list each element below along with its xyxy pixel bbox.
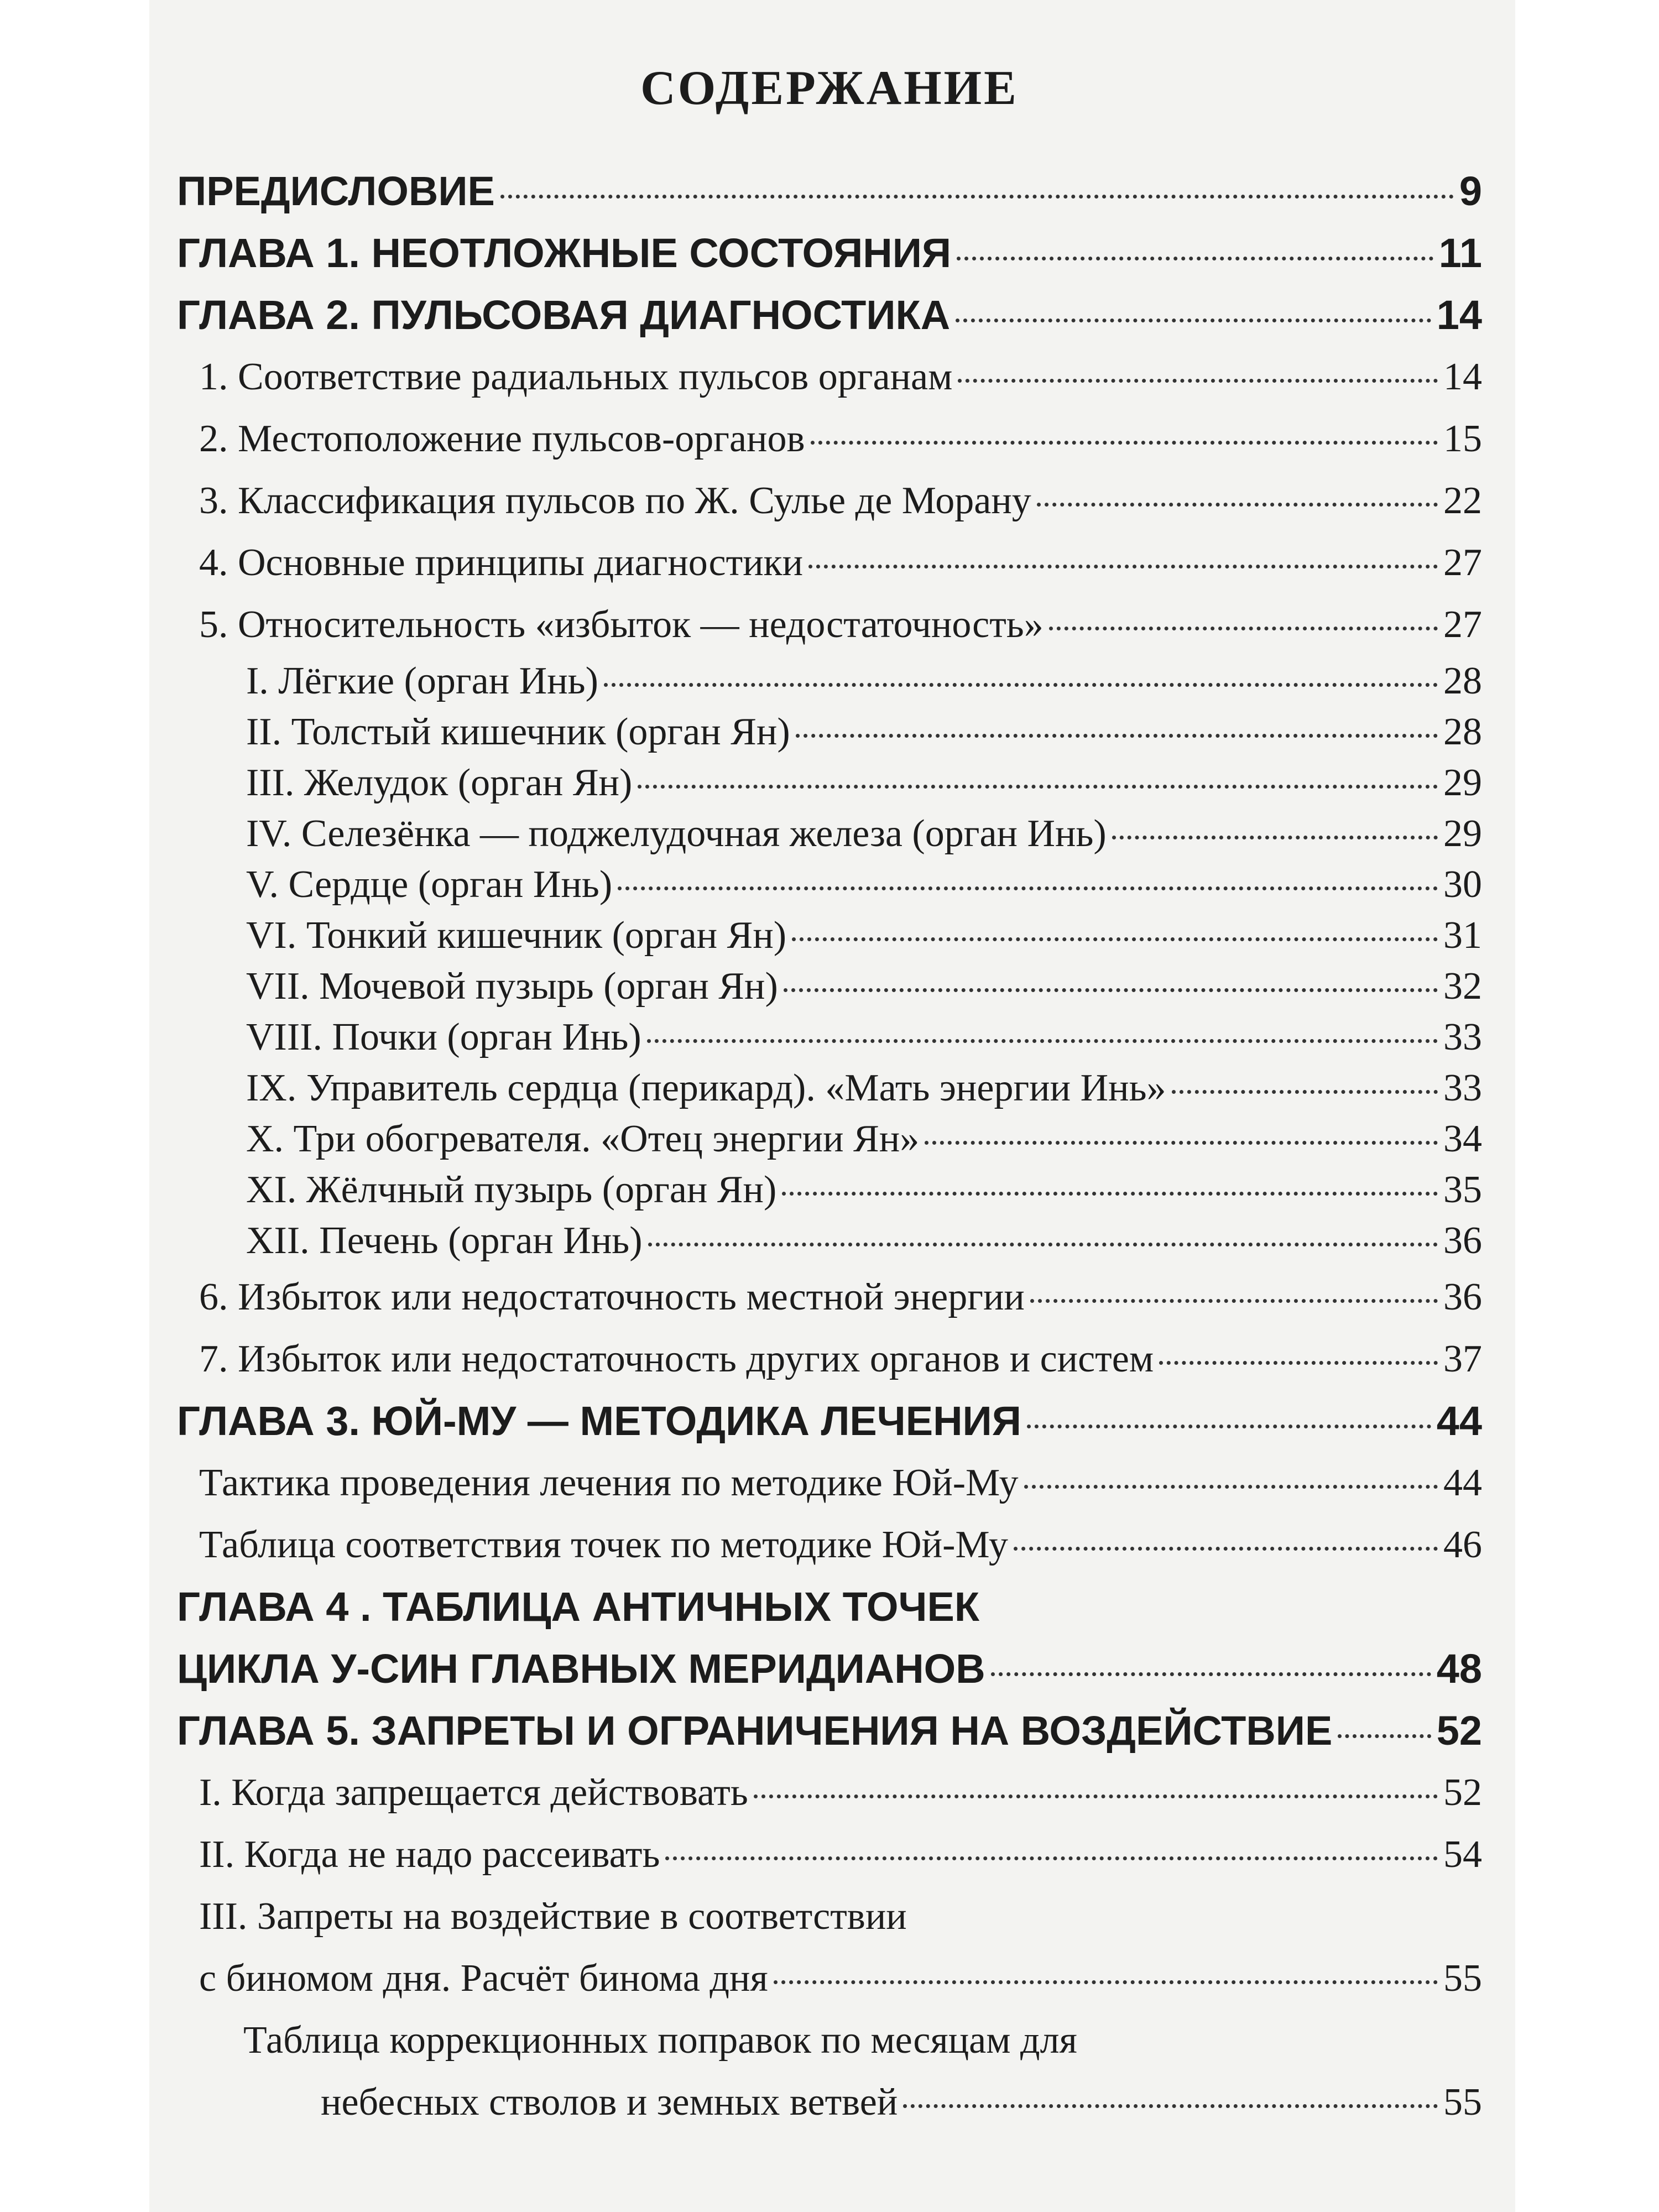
toc-entry-text: 5. Относительность «избыток — недостаточность» [199,603,1044,646]
dot-leader [648,1243,1438,1246]
toc-entry-text: X. Три обогревателя. «Отец энергии Ян» [246,1118,920,1160]
dot-leader [618,886,1438,890]
table-of-contents [177,44,1482,2133]
toc-entry-text: Таблица соответствия точек по методике Юй-Му [199,1524,1008,1566]
toc-page-number: 31 [1443,914,1482,957]
dot-leader [1172,1090,1438,1094]
toc-subentry[interactable] [177,808,1482,859]
toc-entry-text: ГЛАВА 1. НЕОТЛОЖНЫЕ СОСТОЯНИЯ [177,230,952,276]
dot-leader [500,195,1454,199]
toc-page-number: 14 [1443,356,1482,398]
toc-entry[interactable] [177,2010,1482,2072]
toc-entry-chapter-3[interactable] [177,1390,1482,1452]
dot-leader [665,1856,1438,1860]
toc-entry-text: ЦИКЛА У-СИН ГЛАВНЫХ МЕРИДИАНОВ [177,1646,985,1692]
toc-entry-text: I. Лёгкие (орган Инь) [246,660,598,702]
toc-entry[interactable] [177,1514,1482,1576]
dot-leader [811,441,1438,445]
toc-entry-text: ПРЕДИСЛОВИЕ [177,168,495,214]
toc-page-number: 52 [1443,1771,1482,1814]
toc-page-number: 48 [1436,1646,1482,1692]
toc-subentry[interactable] [177,1063,1482,1114]
toc-entry[interactable] [177,1452,1482,1514]
dot-leader [925,1141,1438,1145]
toc-page-number: 44 [1443,1462,1482,1504]
toc-subentry[interactable] [177,1012,1482,1063]
toc-entry-text: 2. Местоположение пульсов-органов [199,418,805,460]
toc-page-number: 34 [1443,1118,1482,1160]
toc-entry-text: V. Сердце (орган Инь) [246,863,613,906]
toc-subentry[interactable] [177,758,1482,808]
toc-page-number: 29 [1443,812,1482,855]
toc-subentry[interactable] [177,859,1482,910]
dot-leader [956,319,1431,322]
dot-leader [782,1192,1438,1196]
toc-page-number: 35 [1443,1168,1482,1211]
toc-page-number: 37 [1443,1338,1482,1380]
toc-subentry[interactable] [177,961,1482,1012]
dot-leader [604,683,1438,687]
toc-subentry[interactable] [177,910,1482,961]
toc-page-number: 11 [1438,230,1482,276]
toc-subentry[interactable] [177,1114,1482,1165]
toc-entry[interactable] [177,532,1482,594]
toc-page-number: 29 [1443,761,1482,804]
toc-entry-text: I. Когда запрещается действовать [199,1771,748,1814]
toc-page-number: 52 [1436,1708,1482,1754]
dot-leader [957,257,1433,260]
toc-entry-text: II. Когда не надо рассеивать [199,1833,660,1876]
toc-entry-text: VI. Тонкий кишечник (орган Ян) [246,914,787,957]
dot-leader [1338,1734,1431,1738]
toc-page-number: 36 [1443,1276,1482,1318]
toc-page-number: 36 [1443,1219,1482,1262]
dot-leader [991,1672,1431,1676]
toc-subentry[interactable] [177,656,1482,707]
toc-entry[interactable] [177,594,1482,656]
toc-entry-chapter-4[interactable] [177,1576,1482,1638]
dot-leader [1159,1361,1438,1365]
dot-leader [774,1980,1438,1984]
toc-entry-cont[interactable] [177,2072,1482,2133]
toc-page-number: 15 [1443,418,1482,460]
toc-entry-text: небесных стволов и земных ветвей [321,2081,898,2124]
toc-subentry[interactable] [177,1165,1482,1215]
toc-entry[interactable] [177,1886,1482,1948]
toc-page-number: 28 [1443,660,1482,702]
toc-entry-text: IV. Селезёнка — поджелудочная железа (орган Инь) [246,812,1107,855]
toc-page-number: 55 [1443,1957,1482,2000]
toc-page-number: 54 [1443,1833,1482,1876]
toc-entry-text: 3. Классификация пульсов по Ж. Сулье де Морану [199,479,1031,522]
toc-page-number: 9 [1459,168,1482,214]
toc-entry-chapter-5[interactable] [177,1700,1482,1762]
dot-leader [754,1794,1438,1798]
toc-entry-text: III. Желудок (орган Ян) [246,761,633,804]
toc-entry-text: VIII. Почки (орган Инь) [246,1016,641,1058]
toc-entry-text: 6. Избыток или недостаточность местной энергии [199,1276,1025,1318]
dot-leader [1024,1485,1438,1489]
toc-page-number: 55 [1443,2081,1482,2124]
dot-leader [1027,1425,1431,1428]
toc-page-number: 14 [1436,292,1482,338]
toc-entry-text: ГЛАВА 4 . ТАБЛИЦА АНТИЧНЫХ ТОЧЕК [177,1584,980,1630]
toc-entry-text: IX. Управитель сердца (перикард). «Мать энергии Инь» [246,1067,1166,1109]
dot-leader [796,734,1438,738]
toc-entry[interactable] [177,1266,1482,1328]
toc-entry-cont[interactable] [177,1948,1482,2010]
dot-leader [792,937,1438,941]
toc-entry[interactable] [177,408,1482,470]
dot-leader [784,988,1438,992]
toc-page-number: 33 [1443,1016,1482,1058]
toc-entry[interactable] [177,346,1482,408]
toc-page-number: 22 [1443,479,1482,522]
dot-leader [1112,836,1438,839]
toc-entry-text: Таблица коррекционных поправок по месяцам для [243,2019,1077,2062]
toc-entry-text: ГЛАВА 5. ЗАПРЕТЫ И ОГРАНИЧЕНИЯ НА ВОЗДЕЙСТВИЕ [177,1708,1333,1754]
toc-entry-chapter-1[interactable] [177,222,1482,284]
toc-subentry[interactable] [177,1215,1482,1266]
dot-leader [903,2104,1438,2108]
toc-entry-text: II. Толстый кишечник (орган Ян) [246,711,790,753]
page-title: СОДЕРЖАНИЕ [640,61,1019,115]
toc-page-number: 46 [1443,1524,1482,1566]
toc-entry-text: VII. Мочевой пузырь (орган Ян) [246,965,778,1008]
dot-leader [1037,503,1438,507]
toc-entry-chapter-2[interactable] [177,284,1482,346]
toc-entry-text: Тактика проведения лечения по методике Юй-Му [199,1462,1019,1504]
toc-entry-text: ГЛАВА 3. ЮЙ-МУ — МЕТОДИКА ЛЕЧЕНИЯ [177,1398,1021,1444]
dot-leader [808,565,1438,568]
dot-leader [958,379,1438,383]
toc-entry-text: 7. Избыток или недостаточность других органов и систем [199,1338,1154,1380]
toc-page-number: 32 [1443,965,1482,1008]
toc-page-number: 33 [1443,1067,1482,1109]
toc-page-number: 27 [1443,541,1482,584]
toc-page-number: 44 [1436,1398,1482,1444]
toc-page-number: 30 [1443,863,1482,906]
toc-entry[interactable] [177,1762,1482,1824]
toc-entry-text: 4. Основные принципы диагностики [199,541,804,584]
dot-leader [1014,1547,1438,1551]
toc-entry-text: 1. Соответствие радиальных пульсов органам [199,356,953,398]
toc-entry[interactable] [177,1328,1482,1390]
toc-entry[interactable] [177,1824,1482,1886]
toc-page-number: 27 [1443,603,1482,646]
toc-entry-preface[interactable] [177,160,1482,222]
toc-subentry[interactable] [177,707,1482,758]
toc-page-number: 28 [1443,711,1482,753]
toc-entry[interactable] [177,470,1482,532]
dot-leader [1049,627,1438,630]
dot-leader [1030,1299,1438,1303]
toc-entry-text: XII. Печень (орган Инь) [246,1219,643,1262]
toc-entry-chapter-4-cont[interactable] [177,1638,1482,1700]
toc-entry-text: III. Запреты на воздействие в соответствии [199,1895,907,1938]
dot-leader [647,1039,1438,1043]
dot-leader [638,785,1438,789]
toc-entry-text: с биномом дня. Расчёт бинома дня [199,1957,768,2000]
toc-entry-text: XI. Жёлчный пузырь (орган Ян) [246,1168,777,1211]
toc-entry-text: ГЛАВА 2. ПУЛЬСОВАЯ ДИАГНОСТИКА [177,292,951,338]
